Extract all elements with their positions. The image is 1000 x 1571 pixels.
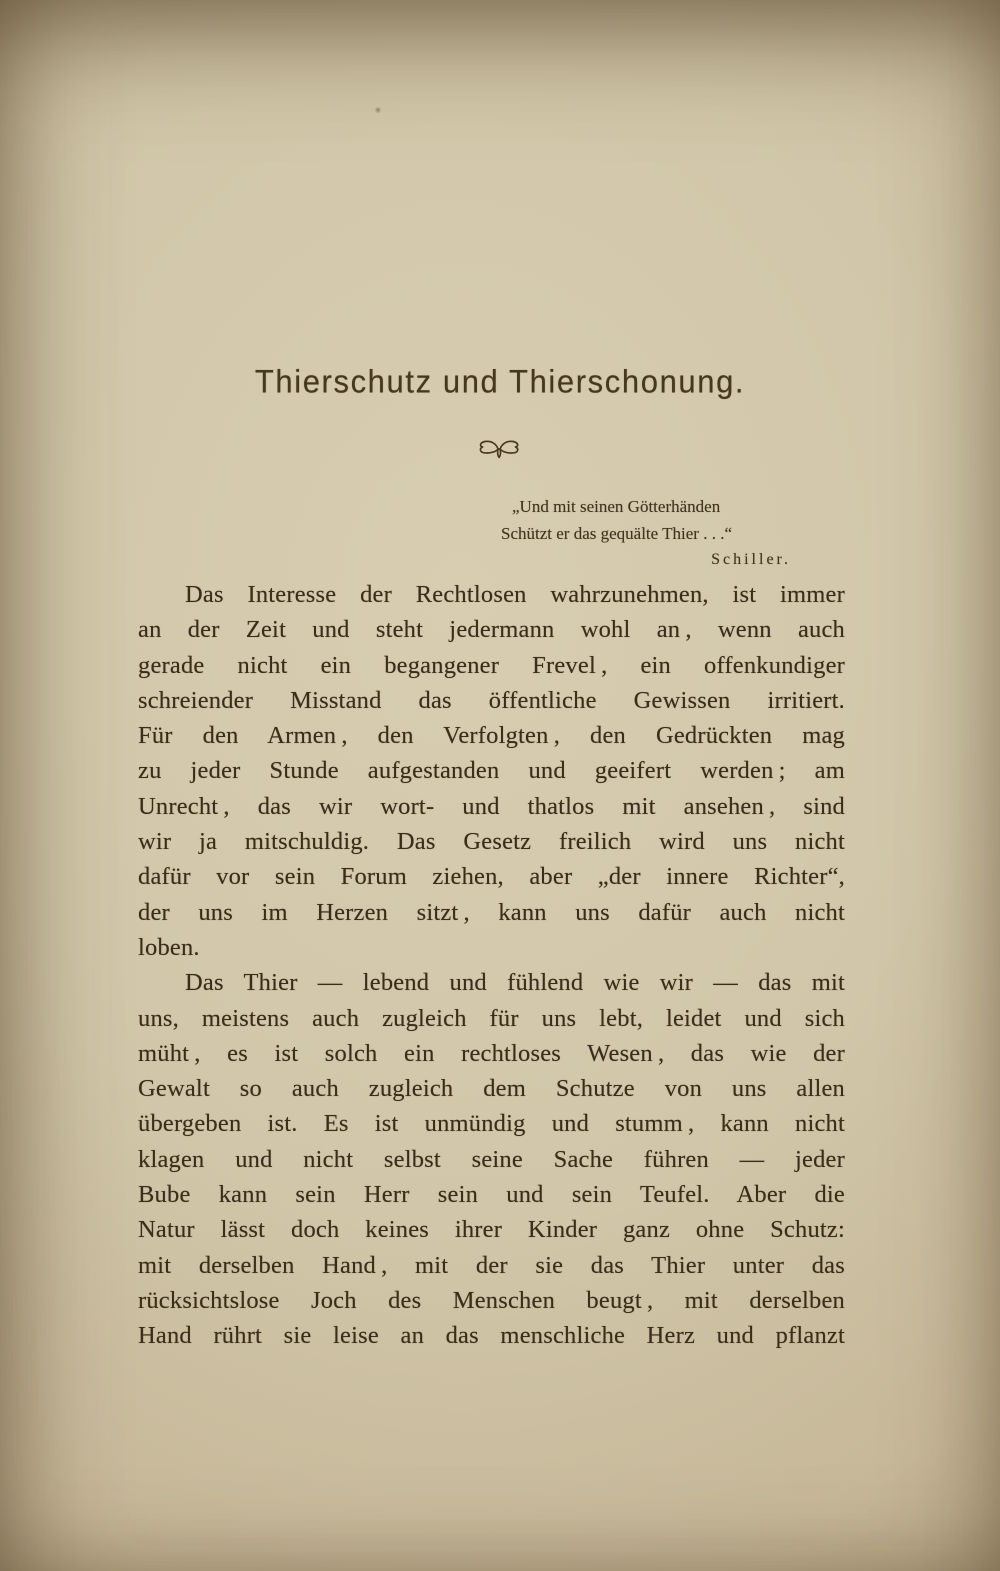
text-line: uns, meistens auch zugleich für uns lebt, leidet und sich — [138, 1004, 845, 1032]
text-line: an der Zeit und steht jedermann wohl an , wenn auch — [138, 616, 845, 644]
text-line: Gewalt so auch zugleich dem Schutze von uns allen — [138, 1075, 845, 1103]
fleuron-ornament-icon — [476, 436, 522, 462]
text-line: gerade nicht ein begangener Frevel , ein offenkundiger — [138, 651, 845, 679]
epigraph-line: Schützt er das gequälte Thier . . .“ — [501, 523, 732, 543]
dust-speck — [375, 106, 381, 114]
text-line: mit derselben Hand , mit der sie das Thier unter das — [138, 1251, 845, 1279]
text-line: wir ja mitschuldig. Das Gesetz freilich wird uns nicht — [138, 828, 845, 856]
text-line: Unrecht , das wir wort- und thatlos mit ansehen , sind — [138, 792, 845, 820]
text-line: der uns im Herzen sitzt , kann uns dafür auch nicht — [138, 898, 845, 926]
page-title: Thierschutz und Thierschonung. — [254, 362, 746, 401]
epigraph — [501, 494, 797, 574]
text-line: schreiender Misstand das öffentliche Gewissen irritiert. — [138, 686, 845, 714]
text-line: loben. — [138, 933, 200, 961]
text-line: zu jeder Stunde aufgestanden und geeifert werden ; am — [138, 757, 845, 785]
body-text — [138, 577, 845, 1354]
text-line: Das Thier — lebend und fühlend wie wir — das mit — [185, 969, 845, 997]
text-line: Bube kann sein Herr sein und sein Teufel. Aber die — [138, 1181, 845, 1209]
text-line: klagen und nicht selbst seine Sache führen — jeder — [138, 1145, 845, 1173]
text-line: Das Interesse der Rechtlosen wahrzunehmen, ist immer — [185, 581, 845, 608]
text-line: Natur lässt doch keines ihrer Kinder ganz ohne Schutz: — [138, 1216, 845, 1244]
text-line: Für den Armen , den Verfolgten , den Gedrückten mag — [138, 722, 845, 750]
text-line: rücksichtslose Joch des Menschen beugt , mit derselben — [138, 1286, 845, 1314]
text-line: dafür vor sein Forum ziehen, aber „der innere Richter“, — [138, 863, 845, 891]
text-line: übergeben ist. Es ist unmündig und stumm , kann nicht — [138, 1110, 845, 1138]
epigraph-attribution: Schiller. — [711, 551, 791, 568]
text-line: Hand rührt sie leise an das menschliche Herz und pflanzt — [138, 1322, 845, 1350]
text-line: müht , es ist solch ein rechtloses Wesen , das wie der — [138, 1039, 845, 1067]
epigraph-line: „Und mit seinen Götterhänden — [512, 497, 721, 516]
